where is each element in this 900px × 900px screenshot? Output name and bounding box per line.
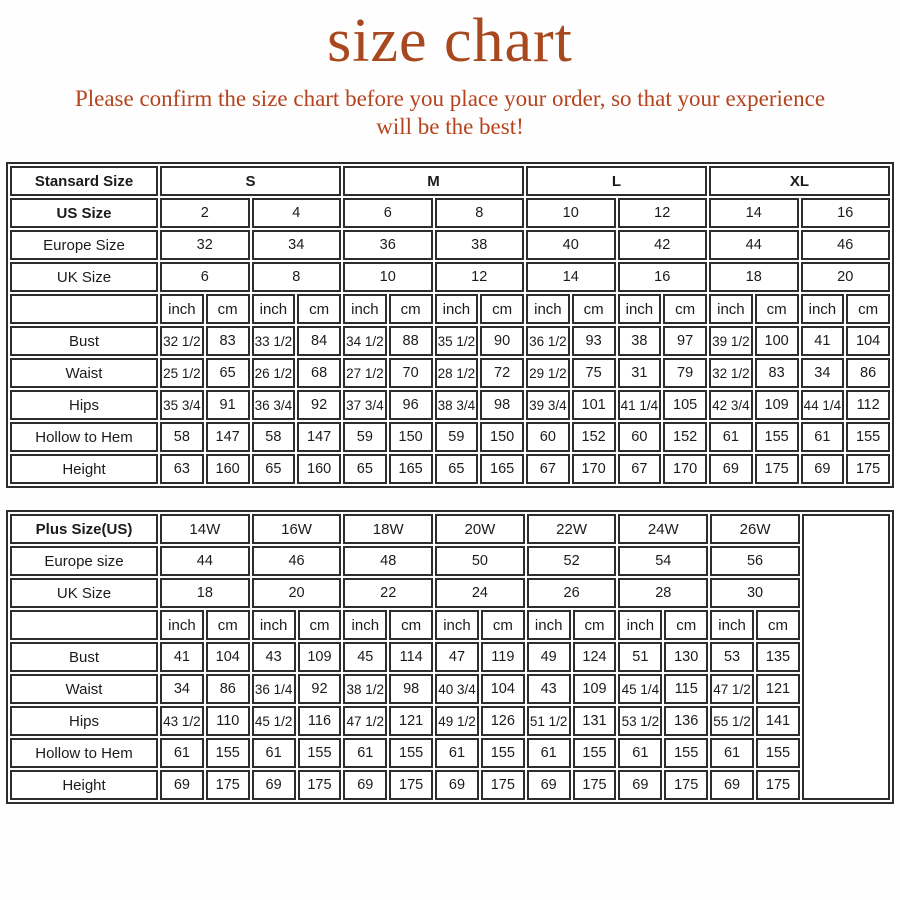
measurement-value-cell: 35 3/4 [160, 390, 204, 420]
size-value-cell: 12 [618, 198, 708, 228]
measurement-value-cell: 155 [756, 738, 800, 768]
measurement-value-cell: 175 [756, 770, 800, 800]
measurement-value-cell: 150 [389, 422, 433, 452]
measurement-value-cell: 47 1/2 [710, 674, 754, 704]
measurement-value-cell: 109 [573, 674, 617, 704]
measurement-value-cell: 33 1/2 [252, 326, 296, 356]
measurement-value-cell: 59 [435, 422, 479, 452]
measurement-value-cell: 100 [755, 326, 799, 356]
measurement-value-cell: 45 1/4 [618, 674, 662, 704]
measurement-value-cell: 69 [435, 770, 479, 800]
measurement-value-cell: 34 [160, 674, 204, 704]
measurement-value-cell: 136 [664, 706, 708, 736]
measurement-value-cell: 28 1/2 [435, 358, 479, 388]
row-label: US Size [10, 198, 158, 228]
size-value-cell: 50 [435, 546, 525, 576]
measurement-value-cell: 61 [801, 422, 845, 452]
unit-label-inch: inch [160, 294, 204, 324]
size-value-cell: 28 [618, 578, 708, 608]
measurement-value-cell: 160 [206, 454, 250, 484]
measurement-value-cell: 49 1/2 [435, 706, 479, 736]
measurement-value-cell: 109 [298, 642, 342, 672]
measurement-value-cell: 155 [389, 738, 433, 768]
measurement-value-cell: 98 [389, 674, 433, 704]
size-value-cell: 30 [710, 578, 800, 608]
measurement-value-cell: 25 1/2 [160, 358, 204, 388]
row-label: Hips [10, 390, 158, 420]
measurement-value-cell: 58 [252, 422, 296, 452]
measurement-value-cell: 32 1/2 [160, 326, 204, 356]
measurement-value-cell: 79 [663, 358, 707, 388]
measurement-value-cell: 83 [206, 326, 250, 356]
measurement-value-cell: 61 [343, 738, 387, 768]
measurement-value-cell: 61 [618, 738, 662, 768]
unit-label-inch: inch [801, 294, 845, 324]
size-value-cell: 10 [343, 262, 433, 292]
row-label: Waist [10, 358, 158, 388]
size-group-header: 22W [527, 514, 617, 544]
measurement-value-cell: 45 [343, 642, 387, 672]
standard-size-table-container [0, 162, 900, 488]
size-value-cell: 2 [160, 198, 250, 228]
measurement-value-cell: 104 [206, 642, 250, 672]
measurement-value-cell: 69 [618, 770, 662, 800]
measurement-value-cell: 131 [573, 706, 617, 736]
measurement-value-cell: 27 1/2 [343, 358, 387, 388]
measurement-value-cell: 152 [572, 422, 616, 452]
measurement-value-cell: 69 [160, 770, 204, 800]
unit-label-cm: cm [298, 610, 342, 640]
unit-label-inch: inch [343, 610, 387, 640]
size-value-cell: 32 [160, 230, 250, 260]
size-value-cell: 18 [709, 262, 799, 292]
size-value-cell: 44 [709, 230, 799, 260]
measurement-value-cell: 35 1/2 [435, 326, 479, 356]
size-group-header: XL [709, 166, 890, 196]
corner-label: Stansard Size [10, 166, 158, 196]
size-value-cell: 14 [709, 198, 799, 228]
measurement-value-cell: 68 [297, 358, 341, 388]
measurement-value-cell: 69 [527, 770, 571, 800]
size-value-cell: 24 [435, 578, 525, 608]
measurement-value-cell: 34 1/2 [343, 326, 387, 356]
measurement-value-cell: 53 [710, 642, 754, 672]
measurement-value-cell: 41 [160, 642, 204, 672]
measurement-value-cell: 61 [252, 738, 296, 768]
unit-label-inch: inch [160, 610, 204, 640]
row-label: Hollow to Hem [10, 738, 158, 768]
row-label: Europe size [10, 546, 158, 576]
size-value-cell: 46 [252, 546, 342, 576]
measurement-value-cell: 86 [206, 674, 250, 704]
row-label: Hollow to Hem [10, 422, 158, 452]
measurement-value-cell: 65 [343, 454, 387, 484]
page-title: size chart [327, 7, 573, 75]
measurement-value-cell: 67 [618, 454, 662, 484]
subtitle [0, 85, 900, 140]
corner-label: Plus Size(US) [10, 514, 158, 544]
unit-label-inch: inch [252, 294, 296, 324]
row-label: Bust [10, 326, 158, 356]
measurement-value-cell: 61 [709, 422, 753, 452]
measurement-value-cell: 175 [846, 454, 890, 484]
size-group-header: 16W [252, 514, 342, 544]
measurement-value-cell: 39 3/4 [526, 390, 570, 420]
measurement-value-cell: 112 [846, 390, 890, 420]
size-group-header: L [526, 166, 707, 196]
measurement-value-cell: 170 [572, 454, 616, 484]
measurement-value-cell: 47 [435, 642, 479, 672]
measurement-value-cell: 83 [755, 358, 799, 388]
measurement-value-cell: 40 3/4 [435, 674, 479, 704]
size-value-cell: 16 [618, 262, 708, 292]
measurement-value-cell: 104 [846, 326, 890, 356]
size-value-cell: 52 [527, 546, 617, 576]
measurement-value-cell: 36 3/4 [252, 390, 296, 420]
measurement-value-cell: 42 3/4 [709, 390, 753, 420]
size-value-cell: 6 [160, 262, 250, 292]
measurement-value-cell: 115 [664, 674, 708, 704]
measurement-value-cell: 55 1/2 [710, 706, 754, 736]
unit-label-cm: cm [664, 610, 708, 640]
size-value-cell: 20 [801, 262, 891, 292]
size-value-cell: 44 [160, 546, 250, 576]
unit-label-inch: inch [252, 610, 296, 640]
measurement-value-cell: 109 [755, 390, 799, 420]
size-value-cell: 46 [801, 230, 891, 260]
measurement-value-cell: 61 [710, 738, 754, 768]
unit-label-inch: inch [618, 294, 662, 324]
measurement-value-cell: 147 [206, 422, 250, 452]
measurement-value-cell: 65 [435, 454, 479, 484]
measurement-value-cell: 175 [481, 770, 525, 800]
size-value-cell: 38 [435, 230, 525, 260]
size-value-cell: 48 [343, 546, 433, 576]
plus-size-table [6, 510, 894, 804]
measurement-value-cell: 84 [297, 326, 341, 356]
measurement-value-cell: 135 [756, 642, 800, 672]
measurement-value-cell: 175 [573, 770, 617, 800]
measurement-value-cell: 38 1/2 [343, 674, 387, 704]
size-value-cell: 40 [526, 230, 616, 260]
measurement-value-cell: 92 [298, 674, 342, 704]
size-group-header: 18W [343, 514, 433, 544]
measurement-value-cell: 45 1/2 [252, 706, 296, 736]
measurement-value-cell: 96 [389, 390, 433, 420]
size-group-header: 26W [710, 514, 800, 544]
measurement-value-cell: 175 [755, 454, 799, 484]
measurement-value-cell: 97 [663, 326, 707, 356]
size-value-cell: 6 [343, 198, 433, 228]
row-label: Bust [10, 642, 158, 672]
measurement-value-cell: 101 [572, 390, 616, 420]
size-group-header: 14W [160, 514, 250, 544]
size-value-cell: 4 [252, 198, 342, 228]
size-group-header: 20W [435, 514, 525, 544]
measurement-value-cell: 41 1/4 [618, 390, 662, 420]
row-label: Hips [10, 706, 158, 736]
measurement-value-cell: 165 [480, 454, 524, 484]
measurement-value-cell: 175 [389, 770, 433, 800]
measurement-value-cell: 43 1/2 [160, 706, 204, 736]
empty-column [802, 514, 890, 800]
measurement-value-cell: 39 1/2 [709, 326, 753, 356]
unit-label-cm: cm [206, 294, 250, 324]
measurement-value-cell: 69 [801, 454, 845, 484]
measurement-value-cell: 51 1/2 [527, 706, 571, 736]
measurement-value-cell: 61 [435, 738, 479, 768]
size-value-cell: 22 [343, 578, 433, 608]
unit-label-cm: cm [755, 294, 799, 324]
measurement-value-cell: 69 [710, 770, 754, 800]
row-label: Height [10, 770, 158, 800]
measurement-value-cell: 152 [663, 422, 707, 452]
measurement-value-cell: 32 1/2 [709, 358, 753, 388]
measurement-value-cell: 69 [343, 770, 387, 800]
row-label: UK Size [10, 578, 158, 608]
measurement-value-cell: 70 [389, 358, 433, 388]
unit-label-cm: cm [572, 294, 616, 324]
unit-label-cm: cm [481, 610, 525, 640]
measurement-value-cell: 150 [480, 422, 524, 452]
unit-label-inch: inch [343, 294, 387, 324]
measurement-value-cell: 36 1/4 [252, 674, 296, 704]
size-value-cell: 26 [527, 578, 617, 608]
unit-label-cm: cm [846, 294, 890, 324]
size-group-header: M [343, 166, 524, 196]
size-value-cell: 18 [160, 578, 250, 608]
measurement-value-cell: 147 [297, 422, 341, 452]
subtitle-line-2: will be the best! [376, 113, 524, 139]
measurement-value-cell: 88 [389, 326, 433, 356]
measurement-value-cell: 160 [297, 454, 341, 484]
measurement-value-cell: 26 1/2 [252, 358, 296, 388]
measurement-value-cell: 75 [572, 358, 616, 388]
size-value-cell: 42 [618, 230, 708, 260]
measurement-value-cell: 90 [480, 326, 524, 356]
measurement-value-cell: 37 3/4 [343, 390, 387, 420]
row-label: Waist [10, 674, 158, 704]
measurement-value-cell: 43 [252, 642, 296, 672]
measurement-value-cell: 170 [663, 454, 707, 484]
size-value-cell: 56 [710, 546, 800, 576]
measurement-value-cell: 53 1/2 [618, 706, 662, 736]
unit-row-corner [10, 294, 158, 324]
measurement-value-cell: 86 [846, 358, 890, 388]
measurement-value-cell: 61 [160, 738, 204, 768]
measurement-value-cell: 121 [389, 706, 433, 736]
measurement-value-cell: 41 [801, 326, 845, 356]
size-value-cell: 16 [801, 198, 891, 228]
measurement-value-cell: 43 [527, 674, 571, 704]
measurement-value-cell: 67 [526, 454, 570, 484]
size-group-header: S [160, 166, 341, 196]
measurement-value-cell: 38 [618, 326, 662, 356]
measurement-value-cell: 130 [664, 642, 708, 672]
measurement-value-cell: 175 [206, 770, 250, 800]
measurement-value-cell: 49 [527, 642, 571, 672]
measurement-value-cell: 60 [526, 422, 570, 452]
size-group-header: 24W [618, 514, 708, 544]
measurement-value-cell: 121 [756, 674, 800, 704]
unit-label-inch: inch [618, 610, 662, 640]
size-value-cell: 36 [343, 230, 433, 260]
row-label: UK Size [10, 262, 158, 292]
measurement-value-cell: 175 [298, 770, 342, 800]
measurement-value-cell: 60 [618, 422, 662, 452]
measurement-value-cell: 69 [252, 770, 296, 800]
measurement-value-cell: 165 [389, 454, 433, 484]
measurement-value-cell: 65 [206, 358, 250, 388]
measurement-value-cell: 155 [664, 738, 708, 768]
measurement-value-cell: 155 [206, 738, 250, 768]
unit-label-cm: cm [389, 610, 433, 640]
measurement-value-cell: 38 3/4 [435, 390, 479, 420]
plus-size-table-container [0, 510, 900, 804]
size-value-cell: 54 [618, 546, 708, 576]
measurement-value-cell: 119 [481, 642, 525, 672]
measurement-value-cell: 126 [481, 706, 525, 736]
row-label: Height [10, 454, 158, 484]
measurement-value-cell: 72 [480, 358, 524, 388]
measurement-value-cell: 34 [801, 358, 845, 388]
unit-row-corner [10, 610, 158, 640]
unit-label-cm: cm [663, 294, 707, 324]
size-value-cell: 12 [435, 262, 525, 292]
size-value-cell: 8 [252, 262, 342, 292]
measurement-value-cell: 91 [206, 390, 250, 420]
unit-label-inch: inch [527, 610, 571, 640]
unit-label-cm: cm [756, 610, 800, 640]
measurement-value-cell: 155 [481, 738, 525, 768]
measurement-value-cell: 104 [481, 674, 525, 704]
standard-size-table [6, 162, 894, 488]
unit-label-cm: cm [206, 610, 250, 640]
measurement-value-cell: 116 [298, 706, 342, 736]
row-label: Europe Size [10, 230, 158, 260]
unit-label-inch: inch [710, 610, 754, 640]
size-value-cell: 10 [526, 198, 616, 228]
measurement-value-cell: 58 [160, 422, 204, 452]
measurement-value-cell: 155 [573, 738, 617, 768]
unit-label-inch: inch [709, 294, 753, 324]
measurement-value-cell: 31 [618, 358, 662, 388]
measurement-value-cell: 155 [846, 422, 890, 452]
measurement-value-cell: 51 [618, 642, 662, 672]
measurement-value-cell: 47 1/2 [343, 706, 387, 736]
measurement-value-cell: 36 1/2 [526, 326, 570, 356]
measurement-value-cell: 61 [527, 738, 571, 768]
unit-label-inch: inch [435, 294, 479, 324]
measurement-value-cell: 124 [573, 642, 617, 672]
measurement-value-cell: 175 [664, 770, 708, 800]
measurement-value-cell: 105 [663, 390, 707, 420]
measurement-value-cell: 110 [206, 706, 250, 736]
unit-label-cm: cm [389, 294, 433, 324]
measurement-value-cell: 29 1/2 [526, 358, 570, 388]
measurement-value-cell: 141 [756, 706, 800, 736]
measurement-value-cell: 92 [297, 390, 341, 420]
size-value-cell: 34 [252, 230, 342, 260]
size-value-cell: 20 [252, 578, 342, 608]
unit-label-cm: cm [297, 294, 341, 324]
measurement-value-cell: 114 [389, 642, 433, 672]
unit-label-inch: inch [435, 610, 479, 640]
size-value-cell: 8 [435, 198, 525, 228]
measurement-value-cell: 155 [755, 422, 799, 452]
measurement-value-cell: 69 [709, 454, 753, 484]
size-value-cell: 14 [526, 262, 616, 292]
unit-label-cm: cm [480, 294, 524, 324]
measurement-value-cell: 59 [343, 422, 387, 452]
measurement-value-cell: 65 [252, 454, 296, 484]
measurement-value-cell: 63 [160, 454, 204, 484]
unit-label-inch: inch [526, 294, 570, 324]
measurement-value-cell: 93 [572, 326, 616, 356]
unit-label-cm: cm [573, 610, 617, 640]
measurement-value-cell: 98 [480, 390, 524, 420]
subtitle-line-1: Please confirm the size chart before you place your order, so that your experience [74, 86, 826, 112]
measurement-value-cell: 155 [298, 738, 342, 768]
measurement-value-cell: 44 1/4 [801, 390, 845, 420]
